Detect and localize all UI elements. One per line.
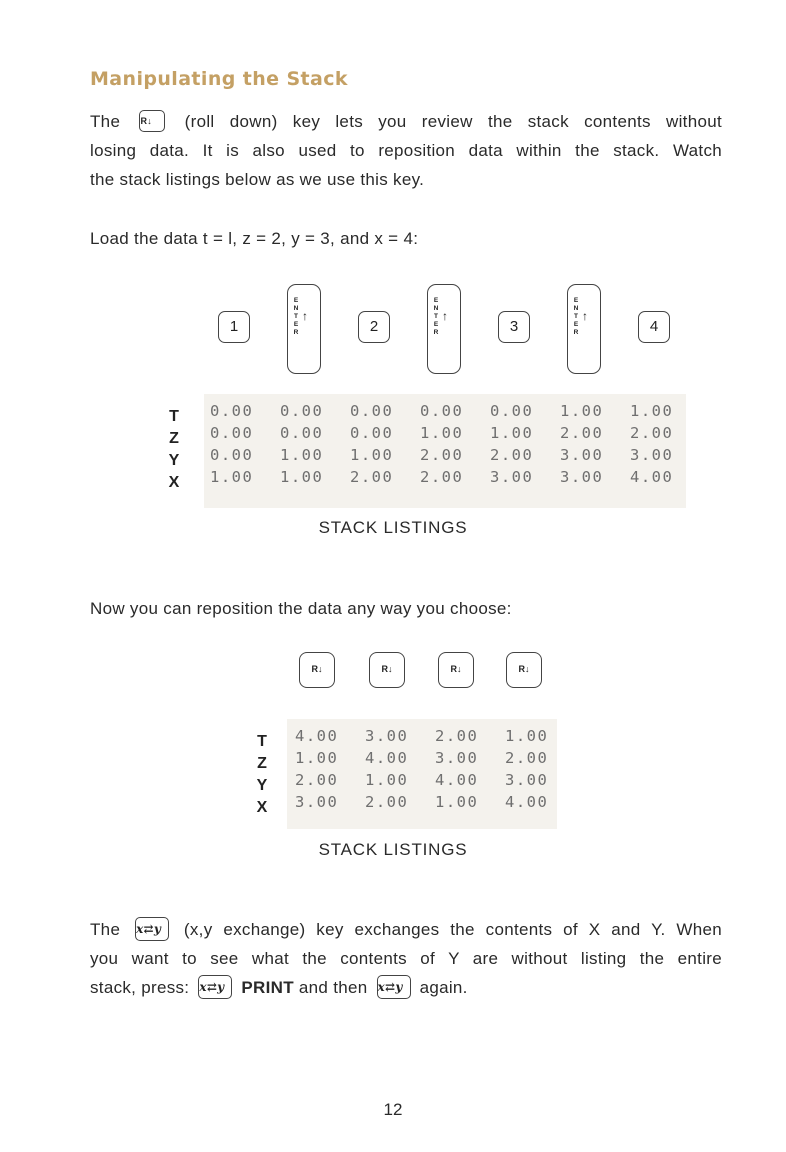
listing-value: 1.00 bbox=[210, 468, 254, 486]
listing-value: 1.00 bbox=[420, 424, 464, 442]
listing-column bbox=[295, 725, 338, 813]
listing-value: 1.00 bbox=[295, 749, 339, 767]
exchange-text: and then bbox=[298, 978, 368, 997]
register-label: T bbox=[169, 408, 179, 425]
listing-value: 4.00 bbox=[505, 793, 549, 811]
listing-value: 2.00 bbox=[490, 446, 534, 464]
register-label: Z bbox=[169, 430, 179, 447]
listing-value: 0.00 bbox=[420, 402, 464, 420]
digit-key: 4 bbox=[638, 311, 670, 343]
listing-column bbox=[420, 400, 463, 488]
stack-listing-printout bbox=[287, 719, 557, 829]
digit-key: 2 bbox=[358, 311, 390, 343]
register-label: Z bbox=[257, 755, 267, 772]
up-arrow-icon: ↑ bbox=[442, 309, 448, 323]
listing-value: 3.00 bbox=[435, 749, 479, 767]
listing-column bbox=[210, 400, 253, 488]
register-label: Y bbox=[168, 452, 180, 469]
roll-down-key-inline: R↓ bbox=[139, 110, 165, 132]
load-instruction bbox=[90, 224, 722, 253]
listing-value: 0.00 bbox=[280, 424, 324, 442]
listing-value: 3.00 bbox=[365, 727, 409, 745]
roll-down-key: R↓ bbox=[369, 652, 405, 688]
listing-value: 1.00 bbox=[365, 771, 409, 789]
exchange-text: stack, press: bbox=[90, 978, 190, 997]
digit-key: 1 bbox=[218, 311, 250, 343]
listing-value: 1.00 bbox=[350, 446, 394, 464]
intro-text: (roll down) key lets you review the stack contents without bbox=[184, 112, 722, 131]
listing-column bbox=[350, 400, 393, 488]
enter-key-label: E N T E R bbox=[293, 297, 299, 336]
intro-paragraph bbox=[90, 107, 722, 194]
listing-value: 2.00 bbox=[560, 424, 604, 442]
exchange-text: you want to see what the contents of Y are without listing the entire bbox=[90, 949, 722, 968]
up-arrow-icon: ↑ bbox=[302, 309, 308, 323]
enter-key bbox=[427, 284, 461, 374]
listing-value: 2.00 bbox=[350, 468, 394, 486]
page-number: 12 bbox=[383, 1100, 403, 1119]
exchange-text: again. bbox=[419, 978, 468, 997]
roll-down-key: R↓ bbox=[438, 652, 474, 688]
listing-value: 1.00 bbox=[630, 402, 674, 420]
listing-column bbox=[560, 400, 603, 488]
stack-listings-caption: STACK LISTINGS bbox=[318, 840, 468, 859]
up-arrow-icon: ↑ bbox=[582, 309, 588, 323]
listing-column bbox=[630, 400, 673, 488]
enter-key-label: E N T E R bbox=[573, 297, 579, 336]
register-label: X bbox=[168, 474, 180, 491]
listing-value: 1.00 bbox=[560, 402, 604, 420]
load-text: Load the data t = l, z = 2, y = 3, and x = 4: bbox=[90, 229, 419, 248]
listing-value: 0.00 bbox=[490, 402, 534, 420]
exchange-paragraph bbox=[90, 915, 722, 1002]
listing-value: 1.00 bbox=[505, 727, 549, 745]
stack-listings-caption: STACK LISTINGS bbox=[318, 518, 468, 537]
listing-value: 2.00 bbox=[295, 771, 339, 789]
listing-value: 2.00 bbox=[630, 424, 674, 442]
enter-key bbox=[567, 284, 601, 374]
reposition-instruction bbox=[90, 594, 722, 623]
listing-value: 4.00 bbox=[435, 771, 479, 789]
listing-column bbox=[280, 400, 323, 488]
roll-down-key: R↓ bbox=[299, 652, 335, 688]
listing-value: 0.00 bbox=[210, 402, 254, 420]
register-labels bbox=[164, 406, 184, 494]
listing-value: 0.00 bbox=[210, 446, 254, 464]
enter-key bbox=[287, 284, 321, 374]
intro-text: losing data. It is also used to reposition data within the stack. Watch bbox=[90, 141, 722, 160]
roll-down-key: R↓ bbox=[506, 652, 542, 688]
listing-value: 1.00 bbox=[435, 793, 479, 811]
exchange-text: The bbox=[90, 920, 121, 939]
listing-value: 0.00 bbox=[350, 402, 394, 420]
listing-value: 4.00 bbox=[630, 468, 674, 486]
register-label: Y bbox=[256, 777, 268, 794]
load-key-sequence bbox=[0, 284, 786, 374]
listing-column bbox=[365, 725, 408, 813]
listing-value: 3.00 bbox=[490, 468, 534, 486]
listing-column bbox=[490, 400, 533, 488]
listing-value: 1.00 bbox=[280, 446, 324, 464]
register-labels bbox=[252, 731, 272, 819]
listing-value: 2.00 bbox=[435, 727, 479, 745]
listing-column bbox=[435, 725, 478, 813]
listing-value: 2.00 bbox=[420, 446, 464, 464]
listing-column bbox=[505, 725, 548, 813]
register-label: X bbox=[256, 799, 268, 816]
listing-value: 0.00 bbox=[280, 402, 324, 420]
roll-down-key-sequence bbox=[0, 652, 786, 692]
enter-key-label: E N T E R bbox=[433, 297, 439, 336]
digit-key: 3 bbox=[498, 311, 530, 343]
reposition-text: Now you can reposition the data any way you choose: bbox=[90, 599, 512, 618]
listing-value: 3.00 bbox=[560, 446, 604, 464]
listing-value: 4.00 bbox=[365, 749, 409, 767]
xy-exchange-key-inline: x⇄y bbox=[198, 975, 232, 999]
intro-text: the stack listings below as we use this key. bbox=[90, 170, 425, 189]
listing-value: 3.00 bbox=[560, 468, 604, 486]
print-key-label: PRINT bbox=[241, 978, 294, 997]
xy-exchange-key-inline: x⇄y bbox=[377, 975, 411, 999]
section-heading: Manipulating the Stack bbox=[90, 68, 348, 90]
listing-value: 0.00 bbox=[210, 424, 254, 442]
listing-value: 2.00 bbox=[505, 749, 549, 767]
stack-listing-printout bbox=[204, 394, 686, 508]
listing-value: 1.00 bbox=[280, 468, 324, 486]
listing-value: 0.00 bbox=[350, 424, 394, 442]
listing-value: 3.00 bbox=[630, 446, 674, 464]
exchange-text: (x,y exchange) key exchanges the contents of X and Y. When bbox=[183, 920, 722, 939]
listing-value: 2.00 bbox=[365, 793, 409, 811]
listing-value: 2.00 bbox=[420, 468, 464, 486]
listing-value: 3.00 bbox=[295, 793, 339, 811]
intro-text: The bbox=[90, 112, 121, 131]
listing-value: 1.00 bbox=[490, 424, 534, 442]
xy-exchange-key-inline: x⇄y bbox=[135, 917, 169, 941]
register-label: T bbox=[257, 733, 267, 750]
listing-value: 4.00 bbox=[295, 727, 339, 745]
listing-value: 3.00 bbox=[505, 771, 549, 789]
